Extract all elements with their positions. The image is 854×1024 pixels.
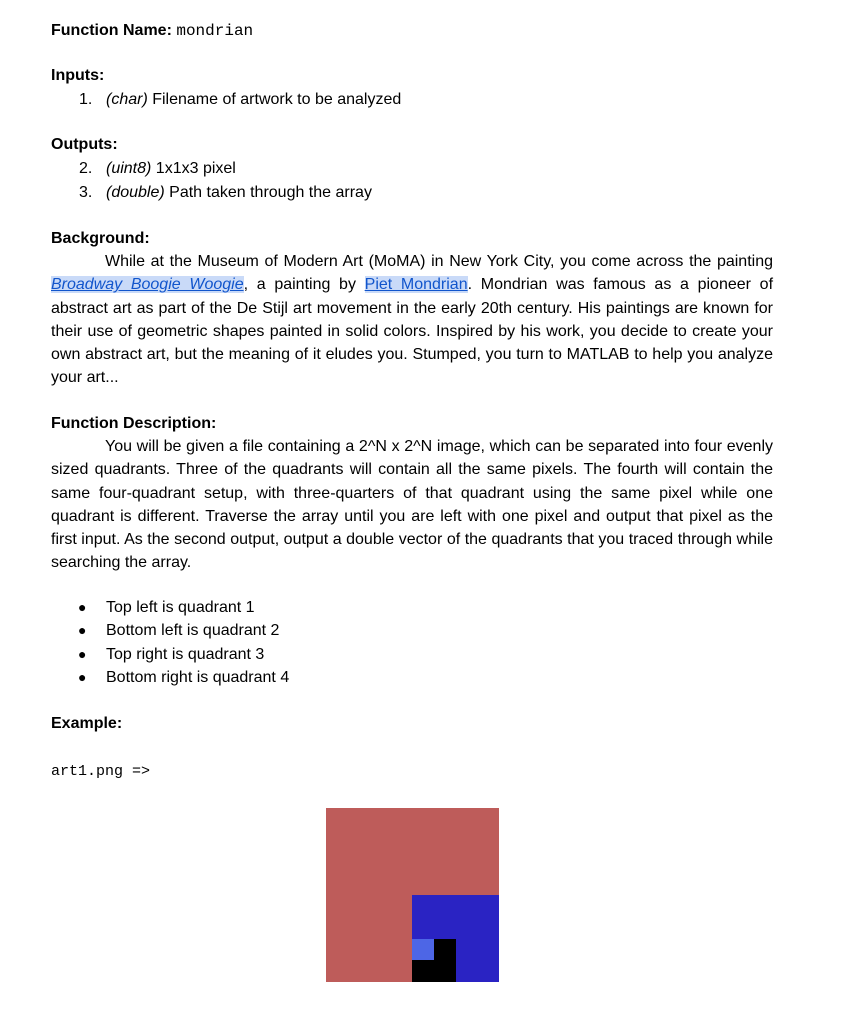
outputs-list-item (79, 159, 372, 183)
output-description: Path taken through the array (164, 183, 372, 201)
bullet-icon: ● (78, 622, 87, 639)
input-type: (char) (106, 91, 148, 108)
function-description-paragraph (51, 435, 773, 575)
quadrant-text: Bottom left is quadrant 2 (106, 622, 280, 640)
output-type: (double) (106, 183, 165, 201)
example-code: art1.png => (51, 763, 151, 780)
example-heading: Example: (51, 715, 123, 732)
background-paragraph (51, 250, 773, 390)
quadrant-list-item (78, 597, 289, 620)
quadrant-text: Top right is quadrant 3 (106, 645, 265, 663)
background-heading: Background: (51, 230, 150, 247)
artwork-light-blue-pixel (412, 939, 434, 960)
quadrant-list-item (78, 620, 289, 643)
function-name-value: mondrian (176, 22, 254, 40)
list-number: 3. (79, 183, 93, 201)
bullet-icon: ● (78, 599, 87, 615)
function-description-text: You will be given a file containing a 2^N x 2^N image, which can be separated into four evenly sized quadrants. Three of the quadrants will contain all the same pixels. The fourth will contain the same four-quadrant setup, with three-quarters of that quadrant using the same pixel while one quadrant is different. Traverse the array until you are left with one pixel and output that pixel as the first input. As the second output, output a double vector of the quadrants that you traced through while searching the array. (51, 438, 773, 572)
quadrant-text: Bottom right is quadrant 4 (106, 668, 290, 686)
example-artwork-image (326, 808, 499, 982)
quadrant-list-item (78, 667, 289, 690)
input-description: Filename of artwork to be analyzed (147, 91, 402, 108)
artwork-black-subquadrant (434, 939, 456, 982)
inputs-list (79, 90, 401, 114)
function-description-heading: Function Description: (51, 415, 217, 432)
background-text-1: While at the Museum of Modern Art (MoMA) in New York City, you come across the painting (105, 253, 773, 270)
output-type: (uint8) (106, 160, 152, 177)
outputs-heading: Outputs: (51, 136, 118, 153)
function-name-label: Function Name: (51, 22, 172, 39)
list-number: 1. (79, 91, 93, 108)
quadrant-text: Top left is quadrant 1 (106, 599, 255, 616)
list-number: 2. (79, 160, 93, 177)
piet-mondrian-link[interactable]: Piet Mondrian (364, 276, 468, 294)
background-text-2: , a painting by (243, 276, 365, 294)
inputs-list-item (79, 90, 401, 114)
bullet-icon: ● (78, 645, 87, 662)
outputs-list-item (79, 183, 372, 207)
quadrant-list (78, 597, 289, 690)
output-description: 1x1x3 pixel (151, 160, 236, 177)
outputs-list (79, 159, 372, 206)
bullet-icon: ● (78, 668, 87, 685)
broadway-boogie-woogie-link[interactable]: Broadway Boogie Woogie (51, 276, 244, 294)
quadrant-list-item (78, 644, 289, 667)
inputs-heading: Inputs: (51, 67, 105, 84)
background-text-3: . Mondrian was famous as a pioneer of abstract art as part of the De Stijl art movement in the early 20th century. His paintings are known for their use of geometric shapes painted in solid colors. Inspired by his work, you decide to create your own abstract art, but the meaning of it eludes you. Stumped, you turn to MATLAB to help you analyze your art... (51, 276, 774, 387)
function-name-line (51, 21, 253, 41)
